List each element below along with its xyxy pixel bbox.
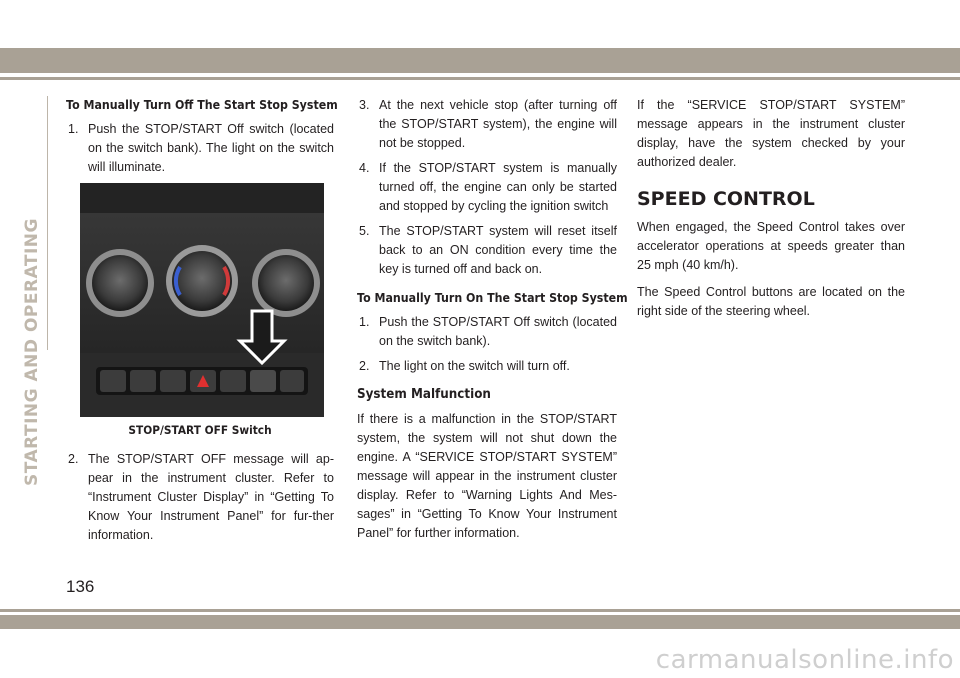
- list-item: [66, 120, 334, 177]
- list-text: Push the STOP/START Off switch (located on the switch bank).: [379, 315, 617, 348]
- list-item: [357, 96, 617, 153]
- switch-bank-photo: [80, 183, 324, 417]
- header-band: [0, 48, 960, 73]
- page-number: 136: [66, 577, 95, 596]
- list-item: [357, 357, 617, 376]
- list-item: [357, 159, 617, 216]
- column-1: [66, 96, 338, 551]
- list-text: At the next vehicle stop (after turning off the STOP/START system), the engine will not be stopped.: [379, 98, 617, 150]
- list-number: 4.: [359, 161, 370, 175]
- heading-system-malfunction: System Malfunction: [357, 387, 491, 402]
- side-rule: [47, 96, 48, 350]
- list-text: The light on the switch will turn off.: [379, 359, 570, 373]
- service-paragraph: If the “SERVICE STOP/START SYSTEM” message appears in the instrument cluster display, have the system checked by your authorized dealer.: [637, 98, 905, 169]
- list-number: 2.: [68, 452, 79, 466]
- photo-caption: STOP/START OFF Switch: [128, 423, 272, 437]
- header-rule: [0, 77, 960, 80]
- list-number: 3.: [359, 98, 370, 112]
- list-text: If the STOP/START system is manually turned off, the engine can only be started and stopped by cycling the ignition switch: [379, 161, 617, 213]
- column-3: [637, 96, 905, 329]
- list-item: [357, 222, 617, 279]
- footer-band: [0, 615, 960, 629]
- speed-control-paragraph-1: When engaged, the Speed Control takes over accelerator operations at speeds greater than 25 mph (40 km/h).: [637, 220, 905, 272]
- list-number: 1.: [68, 122, 79, 136]
- list-number: 2.: [359, 359, 370, 373]
- speed-control-paragraph-2: The Speed Control buttons are located on the right side of the steering wheel.: [637, 285, 905, 318]
- switch-bank-illustration: [80, 183, 324, 417]
- list-text: Push the STOP/START Off switch (located on the switch bank). The light on the switch will illuminate.: [88, 122, 334, 174]
- watermark: carmanualsonline.info: [655, 645, 954, 675]
- side-section-title-text: STARTING AND OPERATING: [22, 218, 42, 486]
- list-item: [357, 313, 617, 351]
- list-item: [66, 450, 334, 545]
- footer-rule: [0, 609, 960, 612]
- list-text: The STOP/START system will reset itself back to an ON condition every time the key is turned off and back on.: [379, 224, 617, 276]
- list-number: 1.: [359, 315, 370, 329]
- heading-turn-on: To Manually Turn On The Start Stop System: [357, 291, 628, 305]
- list-text: The STOP/START OFF message will ap-pear in the instrument cluster. Refer to “Instrument Cluster Display” in “Getting To Know Your Instrument Panel” for fur-ther information.: [88, 452, 334, 542]
- list-number: 5.: [359, 224, 370, 238]
- heading-turn-off: To Manually Turn Off The Start Stop System: [66, 98, 338, 112]
- column-2: [357, 96, 628, 551]
- malfunction-paragraph: If there is a malfunction in the STOP/START system, the system will not shut down the engine. A “SERVICE STOP/START SYSTEM” message will appear in the instrument cluster display. Refer to “Warning Lights And Mes-sages” in “Getting To Know Your Instrument Panel” for further information.: [357, 412, 617, 540]
- section-title-speed-control: SPEED CONTROL: [637, 188, 815, 210]
